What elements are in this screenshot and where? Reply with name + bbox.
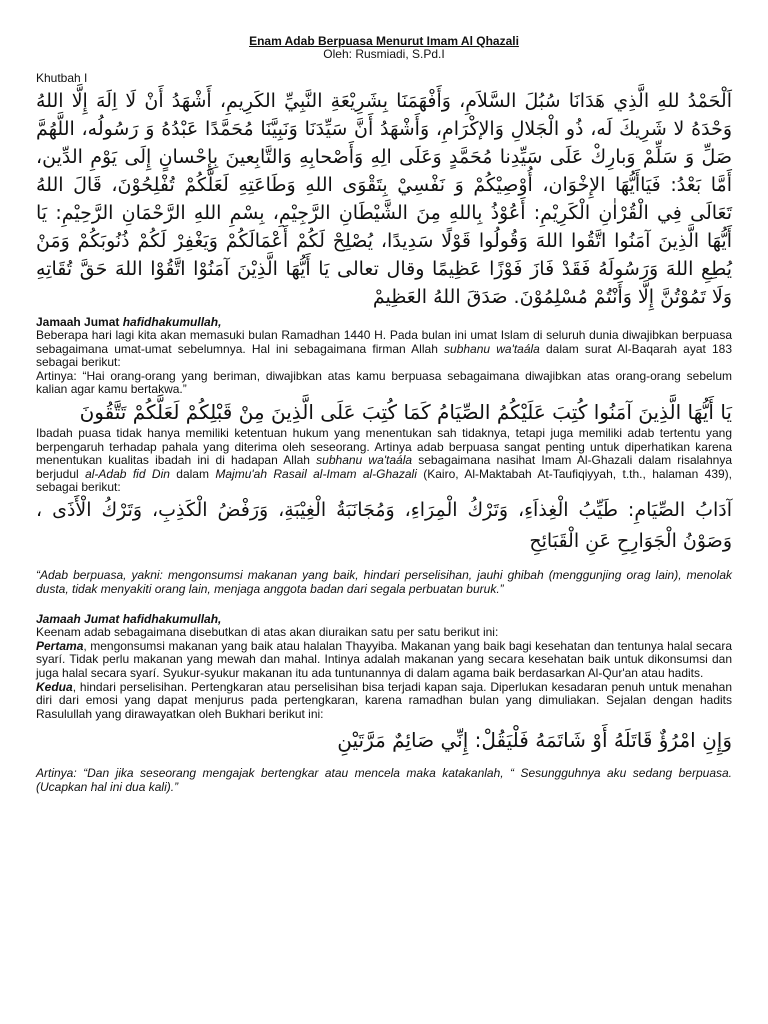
para1-text-b: dalam surat Al-Baqarah ayat 183 sebagai berikut: [36, 341, 733, 370]
kedua-label: Kedua [36, 679, 73, 694]
para2-italic1: subhanu wa'taála [316, 453, 413, 468]
pertama-label: Pertama [36, 638, 84, 653]
section2-intro: Keenam adab sebagaimana disebutkan di atas akan diuraikan satu per satu berikut ini: [36, 625, 499, 640]
adab-translation: “Adab berpuasa, yakni: mengonsumsi makanan yang baik, hindari perselisihan, jauhi ghibah (menggunjing orag lain), menolak dusta, tidak menyakiti orang lain, menjaga anggota badan dari segala perbuatan buruk.” [36, 567, 732, 596]
adab-arabic-text: آدَابُ الصِّيَامِ: طَيِّبُ الْغِذاَءِ، وَتَرْكُ الْمِرَاءِ، وَمُجَانَبَةُ الْغِيْبَةِ، وَرَفْضُ الْكَذِبِ، وَتَرْكُ الْأَذَى ، وَصَوْنُ الْجَوَارِحِ عَنِ الْقَبَائِحِ [36, 498, 732, 552]
hadith-arabic-text: وَإِنِ امْرُؤٌ قَاتَلَهُ أَوْ شَاتَمَهُ فَلْيَقُلْ: إِنِّي صَائِمٌ مَرَّتَيْنِ [337, 728, 732, 753]
document-page [36, 34, 732, 806]
kedua-text: , hindari perselisihan. Pertengkaran atau perselisihan bisa terjadi kapan saja. Diperlukan kesadaran penuh untuk menahan diri dari emosi yang dapat menjurus pada pertengkaran, karena ramadhan bulan yang dimuliakan. Sejalan dengan hadits Rasulullah yang dirawayatkan oleh Bukhari berikut ini: [36, 679, 732, 721]
opening-arabic-text: اَلْحَمْدُ للهِ الَّذِي هَدَانَا سُبُلَ السَّلاَمِ، وَأَفْهَمَنَا بِشَرِيْعَةِ النَّبِيِّ الكَرِيمِ، أَشْهَدُ أَنْ لَا اِلَهَ إِلَّا اللهُ وَحْدَهُ لا شَرِيكَ لَه، ذُو الْجَلالِ وَالإكْرَامِ، وَأَشْهَدُ أَنَّ سَيِّدَنَا وَنَبِيَّنَا مُحَمَّدًا عَبْدُهُ وَ رَسُولُه، اللَّهُمَّ صَلِّ وَ سَلِّمْ وَبارِكْ عَلَى سَيِّدِنا مُحَمَّدٍ وَعَلَى الِهِ وَأَصْحابِهِ وَالتَّابِعينَ بِإِحْسانٍ إِلَى يَوْمِ الدِّين، أَمَّا بَعْدُ: فَيَاأَيُّهَا الإِخْوَان، أُوْصِيْكُمْ وَ نَفْسِيْ بِتَقْوَى اللهِ وَطَاعَتِهِ لَعَلَّكُمْ تُفْلِحُوْنَ، قَالَ اللهُ تَعَالَى فِي الْقُرْاٰنِ الْكَرِيْمِ: أَعُوْذُ بِاللهِ مِنَ الشَّيْطَانِ الرَّجِيْمِ، بِسْمِ اللهِ الرَّحْمَانِ الرَّحِيْمِ: يَا أَيُّهَا الَّذِينَ آمَنُوا اتَّقُوا اللهَ وَقُولُوا قَوْلًا سَدِيدًا، يُصْلِحْ لَكُمْ أَعْمَالَكُمْ وَيَغْفِرْ لَكُمْ ذُنُوبَكُمْ وَمَنْ يُطِعِ اللهَ وَرَسُولَهُ فَقَدْ فَازَ فَوْزًا عَظِيمًا وقال تعالى يَا أَيُّهَا الَّذِيْنَ آمَنُوْا اتَّقُوْا اللهَ حَقَّ تُقَاتِهِ وَلَا تَمُوْتُنَّ إِلَّا وَأَنْتُمْ مُسْلِمُوْنَ. صَدَقَ اللهُ العَظِيمْ [36, 90, 732, 308]
section1-paragraph2 [36, 427, 732, 495]
document-title: Enam Adab Berpuasa Menurut Imam Al Qhazali [249, 34, 519, 48]
section1-heading-prefix: Jamaah Jumat [36, 315, 123, 329]
para2-italic2: al-Adab fid Din [85, 466, 170, 481]
khutbah-label: Khutbah I [36, 71, 88, 85]
para2-text-c: dalam [169, 466, 216, 481]
para2-text-a: Ibadah puasa tidak hanya memiliki ketentuan hukum yang menentukan sah tidaknya, tetapi juga memiliki adab tertentu yang berpengaruh terhadap pahala yang diterima oleh seseorang. Artinya adab berpuasa sangat penting untuk diperhatikan karena menentukan kualitas ibadah ini di hadapan Allah [36, 425, 732, 468]
para1-text-a: Beberapa hari lagi kita akan memasuki bulan Ramadhan 1440 H. Pada bulan ini umat Islam di seluruh dunia diwajibkan berpuasa sebagaimana umat-umat sebelumnya. Hal ini sebagaimana firman Allah [36, 328, 732, 356]
pertama-text: , mengonsumsi makanan yang baik atau halalan Thayyiba. Makanan yang baik bagi kesehatan dan tentunya halal secara syarí. Tidak perlu makanan yang mewah dan mahal. Intinya adalah makanan yang secara kesehatan baik untuk dikonsumsi dan juga halal secara syarí. Syukur-syukur makanan itu ada tuntunannya di dalam agama baik berdasarkan Al-Qur'an atau hadits. [36, 638, 732, 680]
para1-italic: subhanu wa'taála [444, 341, 540, 356]
hadith-translation: Artinya: “Dan jika seseorang mengajak bertengkar atau mencela maka katakanlah, “ Sesungguhnya aku sedang berpuasa. (Ucapkan hal ini dua kali).” [36, 766, 732, 794]
para2-text-b: sebagaimana nasihat Imam Al-Ghazali dalam risalahnya berjudul [36, 453, 733, 481]
section1-paragraph1 [36, 329, 732, 370]
section1-heading-italic: hafidhakumullah, [122, 315, 222, 329]
para2-text-d: (Kairo, Al-Maktabah At-Taufiqiyyah, t.th., halaman 439), sebagai berikut: [36, 466, 732, 495]
section1-heading [36, 315, 732, 329]
verse-arabic-text: يَا أَيُّهَا الَّذِينَ آمَنُوا كُتِبَ عَلَيْكُمُ الصِّيَامُ كَمَا كُتِبَ عَلَى الَّذِينَ مِنْ قَبْلِكُمْ لَعَلَّكُمْ تَتَّقُونَ [79, 399, 732, 424]
kedua-paragraph [36, 681, 732, 722]
verse-translation: Artinya: “Hai orang-orang yang beriman, diwajibkan atas kamu berpuasa sebagaimana diwajibkan atas orang-orang sebelum kalian agar kamu bertakwa.” [36, 368, 732, 397]
section2-heading: Jamaah Jumat hafidhakumullah, [36, 612, 222, 627]
author-line: Oleh: Rusmiadi, S.Pd.I [323, 47, 445, 61]
pertama-paragraph [36, 640, 732, 681]
para2-italic3: Majmu'ah Rasail al-Imam al-Ghazali [215, 466, 417, 481]
